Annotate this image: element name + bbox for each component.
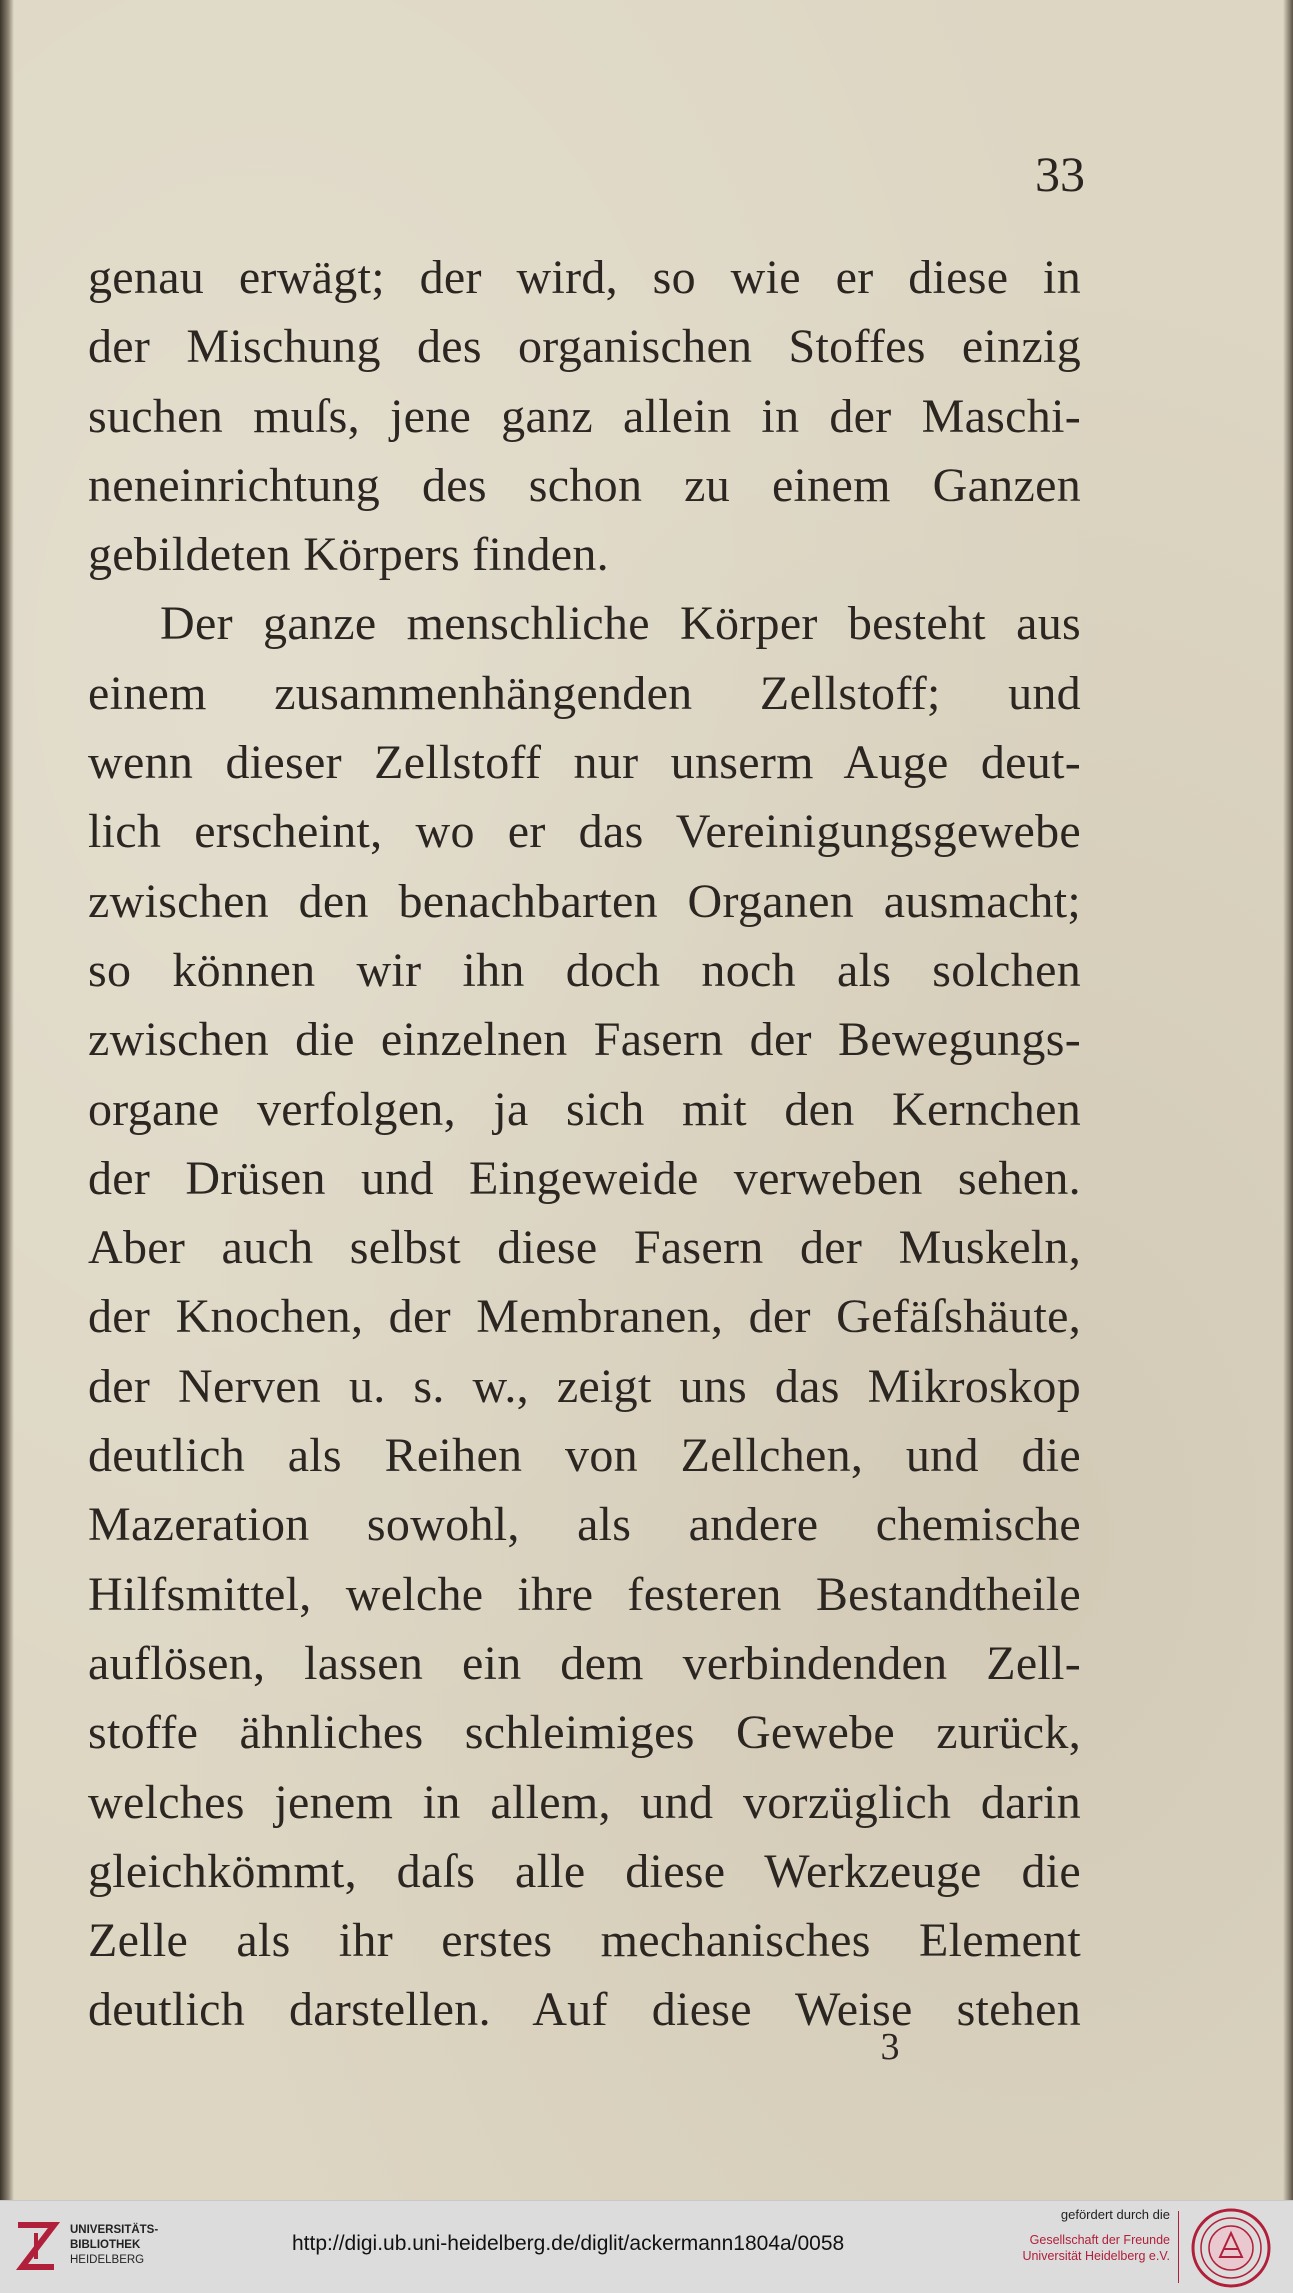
text-line: deutlich darstellen. Auf diese Weise stehen xyxy=(88,1983,1081,2037)
page-edge-right xyxy=(1283,0,1293,2200)
text-line: wenn dieser Zellstoff nur unserm Auge deut- xyxy=(88,736,1081,790)
text-line: zwischen den benachbarten Organen ausmacht; xyxy=(88,874,1081,928)
text-line: einem zusammenhängenden Zellstoff; und xyxy=(88,666,1081,720)
footer-bar xyxy=(0,2200,1293,2293)
signature-mark: 3 xyxy=(880,2026,900,2068)
funding-note xyxy=(990,2207,1170,2264)
text-line: der Knochen, der Membranen, der Gefäſshäute, xyxy=(88,1290,1081,1344)
page-number: 33 xyxy=(1035,146,1085,202)
funded-by-label: gefördert durch die xyxy=(1060,2207,1170,2222)
text-line: so können wir ihn doch noch als solchen xyxy=(88,943,1081,997)
text-line: auflösen, lassen ein dem verbindenden Zell- xyxy=(88,1636,1081,1690)
funder-name-line1[interactable]: Gesellschaft der Freunde xyxy=(1029,2233,1170,2247)
text-line: deutlich als Reihen von Zellchen, und die xyxy=(88,1429,1081,1483)
text-line: stoffe ähnliches schleimiges Gewebe zurück, xyxy=(88,1706,1081,1760)
text-line: suchen muſs, jene ganz allein in der Maschi- xyxy=(88,389,1081,443)
text-line: gebildeten Körpers finden. xyxy=(88,528,609,582)
text-line: welches jenem in allem, und vorzüglich darin xyxy=(88,1775,1081,1829)
text-line: Zelle als ihr erstes mechanisches Element xyxy=(88,1914,1081,1968)
text-line: der Mischung des organischen Stoffes einzig xyxy=(88,320,1081,374)
library-name-line1: UNIVERSITÄTS- xyxy=(70,2224,159,2236)
text-line: Der ganze menschliche Körper besteht aus xyxy=(160,597,1081,651)
text-line: Aber auch selbst diese Fasern der Muskeln, xyxy=(88,1221,1081,1275)
page-edge-left xyxy=(0,0,14,2200)
text-line: gleichkömmt, daſs alle diese Werkzeuge die xyxy=(88,1844,1081,1898)
text-line: zwischen die einzelnen Fasern der Bewegungs- xyxy=(88,1013,1081,1067)
library-name-line2: BIBLIOTHEK xyxy=(70,2239,141,2251)
library-name-line3: HEIDELBERG xyxy=(70,2254,145,2266)
university-seal-icon[interactable] xyxy=(1190,2207,1272,2289)
body-text xyxy=(88,243,1081,2045)
text-line: der Drüsen und Eingeweide verweben sehen. xyxy=(88,1151,1081,1205)
funder-name-line2[interactable]: Universität Heidelberg e.V. xyxy=(1022,2249,1170,2263)
text-line: neneinrichtung des schon zu einem Ganzen xyxy=(88,458,1081,512)
text-line: Mazeration sowohl, als andere chemische xyxy=(88,1498,1081,1552)
text-line: organe verfolgen, ja sich mit den Kernchen xyxy=(88,1082,1081,1136)
text-line: genau erwägt; der wird, so wie er diese in xyxy=(88,251,1081,304)
text-line: Hilfsmittel, welche ihre festeren Bestandtheile xyxy=(88,1567,1081,1621)
university-library-logo-icon[interactable] xyxy=(12,2213,60,2279)
text-line: lich erscheint, wo er das Vereinigungsgewebe xyxy=(88,805,1081,859)
library-name xyxy=(70,2223,158,2268)
text-line: der Nerven u. s. w., zeigt uns das Mikroskop xyxy=(88,1359,1081,1413)
permalink-url[interactable]: http://digi.ub.uni-heidelberg.de/diglit/ackermann1804a/0058 xyxy=(292,2232,845,2255)
funding-divider xyxy=(1178,2211,1179,2283)
